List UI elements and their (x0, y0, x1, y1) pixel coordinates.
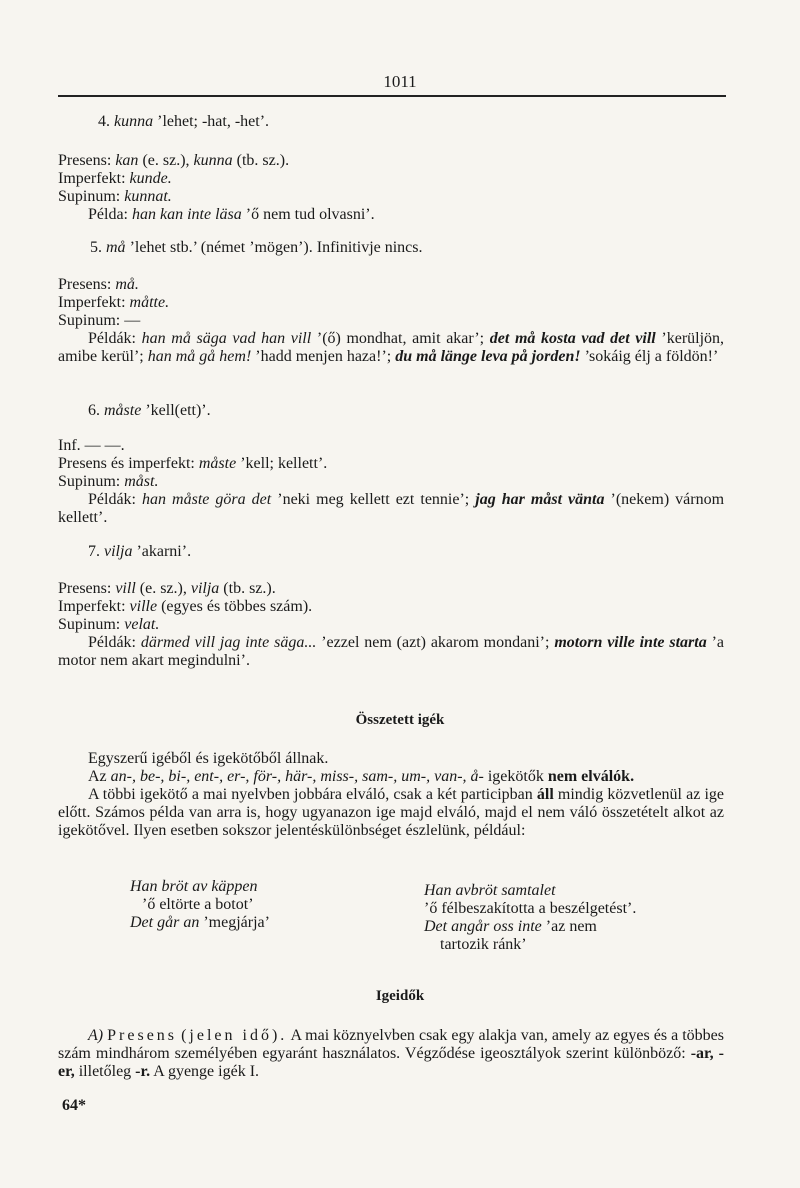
item-4-heading: 4. kunna ’lehet; -hat, -het’. (98, 113, 270, 130)
example-left: Han bröt av käppen ’ő eltörte a botot’ Det går an ’megjárja’ (130, 878, 270, 931)
inf-line: Inf. — —. (58, 437, 125, 454)
section-1-body (58, 750, 724, 840)
supinum-line: Supinum: kunnat. (58, 188, 172, 205)
presens-line: Presens és imperfekt: måste ’kell; kellett’. (58, 455, 328, 472)
imperfekt-line: Imperfekt: måtte. (58, 294, 170, 311)
section-heading-osszetett: Összetett igék (355, 712, 445, 728)
presens-line: Presens: kan (e. sz.), kunna (tb. sz.). (58, 152, 290, 169)
pelda-line: Példa: han kan inte läsa ’ő nem tud olvasni’. (88, 206, 375, 223)
signature-mark: 64* (62, 1097, 86, 1114)
item-4-gloss: ’lehet; -hat, -het’. (157, 113, 270, 130)
peldak-paragraph: Példák: han må säga vad han vill ’(ő) mondhat, amit akar’; det må kosta vad det vill ’kerüljön, amibe kerül’; han må gå hem! ’hadd menjen haza!’; du må länge leva på jorden! ’sokáig élj a földön!’ (58, 330, 725, 365)
paragraph-2: Az an-, be-, bi-, ent-, er-, för-, här-, miss-, sam-, um-, van-, å- igekötők nem elválók. (88, 768, 635, 785)
example-right: Han avbröt samtalet ’ő félbeszakította a beszélgetést’. Det angår oss inte ’az nem tartozik ránk’ (424, 882, 637, 953)
item-5-heading: 5. må ’lehet stb.’ (német ’mögen’). Infinitivje nincs. (90, 239, 423, 256)
item-7-forms (58, 580, 724, 670)
item-7-heading: 7. vilja ’akarni’. (88, 543, 192, 560)
item-5-forms (58, 276, 724, 366)
item-7-word: vilja (104, 543, 133, 560)
item-6-word: måste (104, 402, 142, 419)
paragraph-3: A többi igekötő a mai nyelvben jobbára elváló, csak a két participban áll mindig közvetlenül az ige előtt. Számos példa van arra is, hogy ugyanazon ige majd elváló, majd el nem váló összetételt alkot az igekötővel. Ilyen esetben sokszor jelentéskülönbséget észlelünk, például: (58, 786, 724, 839)
item-7-gloss: ’akarni’. (136, 543, 192, 560)
supinum-line: Supinum: måst. (58, 473, 159, 490)
presens-line: Presens: må. (58, 276, 139, 293)
peldak-paragraph: Példák: han måste göra det ’neki meg kellett ezt tennie’; jag har måst vänta ’(nekem) várnom kellett’. (58, 491, 725, 526)
supinum-line: Supinum: velat. (58, 616, 160, 633)
supinum-line: Supinum: — (58, 312, 141, 329)
paragraph-1: Egyszerű igéből és igekötőből állnak. (88, 750, 329, 767)
item-5-word: må (106, 239, 126, 256)
section-heading-igeidok: Igeidők (375, 988, 425, 1004)
item-4-forms (58, 152, 724, 224)
item-5-gloss: ’lehet stb.’ (német ’mögen’). Infinitivje nincs. (129, 239, 423, 256)
header-rule (58, 95, 726, 97)
item-4-word: kunna (114, 113, 154, 130)
presens-line: Presens: vill (e. sz.), vilja (tb. sz.). (58, 580, 276, 597)
item-6-heading: 6. måste ’kell(ett)’. (88, 402, 211, 419)
item-6-gloss: ’kell(ett)’. (145, 402, 211, 419)
presens-paragraph: A) Presens (jelen idő). A mai köznyelvben csak egy alakja van, amely az egyes és a többes szám mindhárom személyében egyaránt használatos. Végződése igeosztályok szerint különböző: -ar, -er, illetőleg -r. A gyenge igék I. (58, 1027, 725, 1080)
section-2-body (58, 1027, 724, 1081)
imperfekt-line: Imperfekt: ville (egyes és többes szám). (58, 598, 313, 615)
item-6-forms (58, 437, 724, 527)
page-number: 1011 (383, 72, 417, 91)
imperfekt-line: Imperfekt: kunde. (58, 170, 172, 187)
peldak-paragraph: Példák: därmed vill jag inte säga... ’ezzel nem (azt) akarom mondani’; motorn ville inte starta ’a motor nem akart megindulni’. (58, 634, 725, 669)
